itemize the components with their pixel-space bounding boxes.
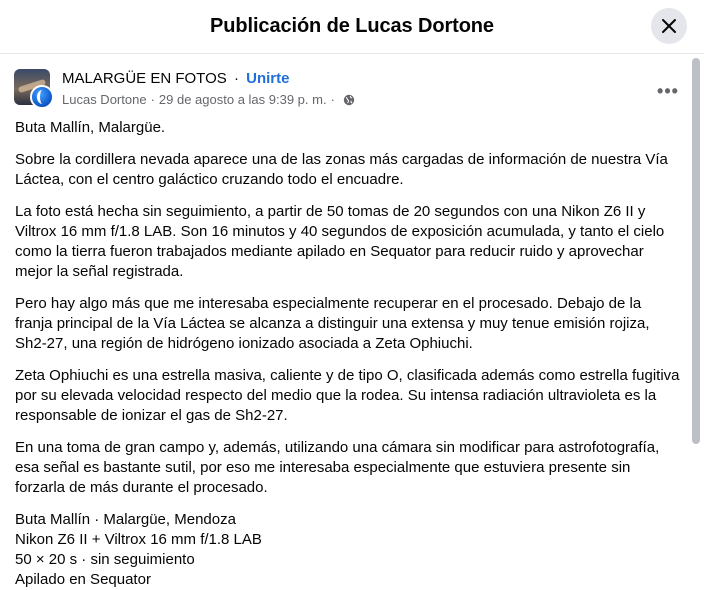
post-paragraph: Zeta Ophiuchi es una estrella masiva, caliente y de tipo O, clasificada además como estrella fugitiva por su elevada velocidad respecto del medio que la rodea. Su intensa radiación ultravioleta es la responsable de ionizar el gas de Sh2-27. <box>15 367 680 424</box>
more-options-icon: ••• <box>657 80 679 101</box>
modal-header <box>0 0 704 54</box>
post-meta <box>62 92 355 108</box>
post-paragraph: En una toma de gran campo y, además, utilizando una cámara sin modificar para astrofotografía, esa señal es bastante sutil, por eso me interesaba especialmente que estuviera presente sin forzarla de más durante el procesado. <box>15 439 660 496</box>
post-body <box>15 118 680 590</box>
close-button[interactable] <box>651 8 687 44</box>
join-group-link[interactable]: Unirte <box>246 70 290 87</box>
detail-line: Nikon Z6 II + Viltrox 16 mm f/1.8 LAB <box>15 531 262 548</box>
close-icon <box>661 18 677 34</box>
modal-title: Publicación de Lucas Dortone <box>210 15 494 37</box>
detail-line: 50 × 20 s · sin seguimiento <box>15 551 195 568</box>
post-details <box>15 510 680 590</box>
separator: · <box>233 70 239 87</box>
detail-line: Buta Mallín · Malargüe, Mendoza <box>15 511 236 528</box>
post-paragraph: Sobre la cordillera nevada aparece una de las zonas más cargadas de información de nuestra Vía Láctea, con el centro galáctico cruzando todo el encuadre. <box>15 151 668 188</box>
meta-separator: · <box>150 92 155 107</box>
post-paragraph: Pero hay algo más que me interesaba especialmente recuperar en el procesado. Debajo de la franja principal de la Vía Láctea se alcanza a distinguir una extensa y muy tenue emisión rojiza, Sh2-27, una región de hidrógeno ionizado asociada a Zeta Ophiuchi. <box>15 295 650 352</box>
group-name-link[interactable]: MALARGÜE EN FOTOS <box>62 70 227 87</box>
detail-line: Apilado en Sequator <box>15 571 151 588</box>
avatar-stack[interactable] <box>14 69 52 107</box>
scrollbar[interactable] <box>692 56 700 572</box>
more-options-button[interactable] <box>654 79 682 103</box>
group-line <box>62 70 289 88</box>
post-container <box>0 55 704 588</box>
author-link[interactable]: Lucas Dortone <box>62 92 147 107</box>
globe-icon[interactable] <box>343 94 355 106</box>
post-paragraph: La foto está hecha sin seguimiento, a partir de 50 tomas de 20 segundos con una Nikon Z6 II y Viltrox 16 mm f/1.8 LAB. Son 16 minutos y 40 segundos de exposición acumulada, y tanto el cielo como la tierra fueron trabajados mediante apilado en Sequator para reducir ruido y aprovechar mejor la señal registrada. <box>15 203 665 280</box>
post-date-link[interactable]: 29 de agosto a las 9:39 p. m. <box>158 92 327 107</box>
post-paragraph: Buta Mallín, Malargüe. <box>15 119 166 136</box>
meta-separator-2: · <box>330 92 335 107</box>
post-header <box>14 69 694 111</box>
user-avatar[interactable] <box>30 85 54 109</box>
scrollbar-thumb[interactable] <box>692 58 700 444</box>
